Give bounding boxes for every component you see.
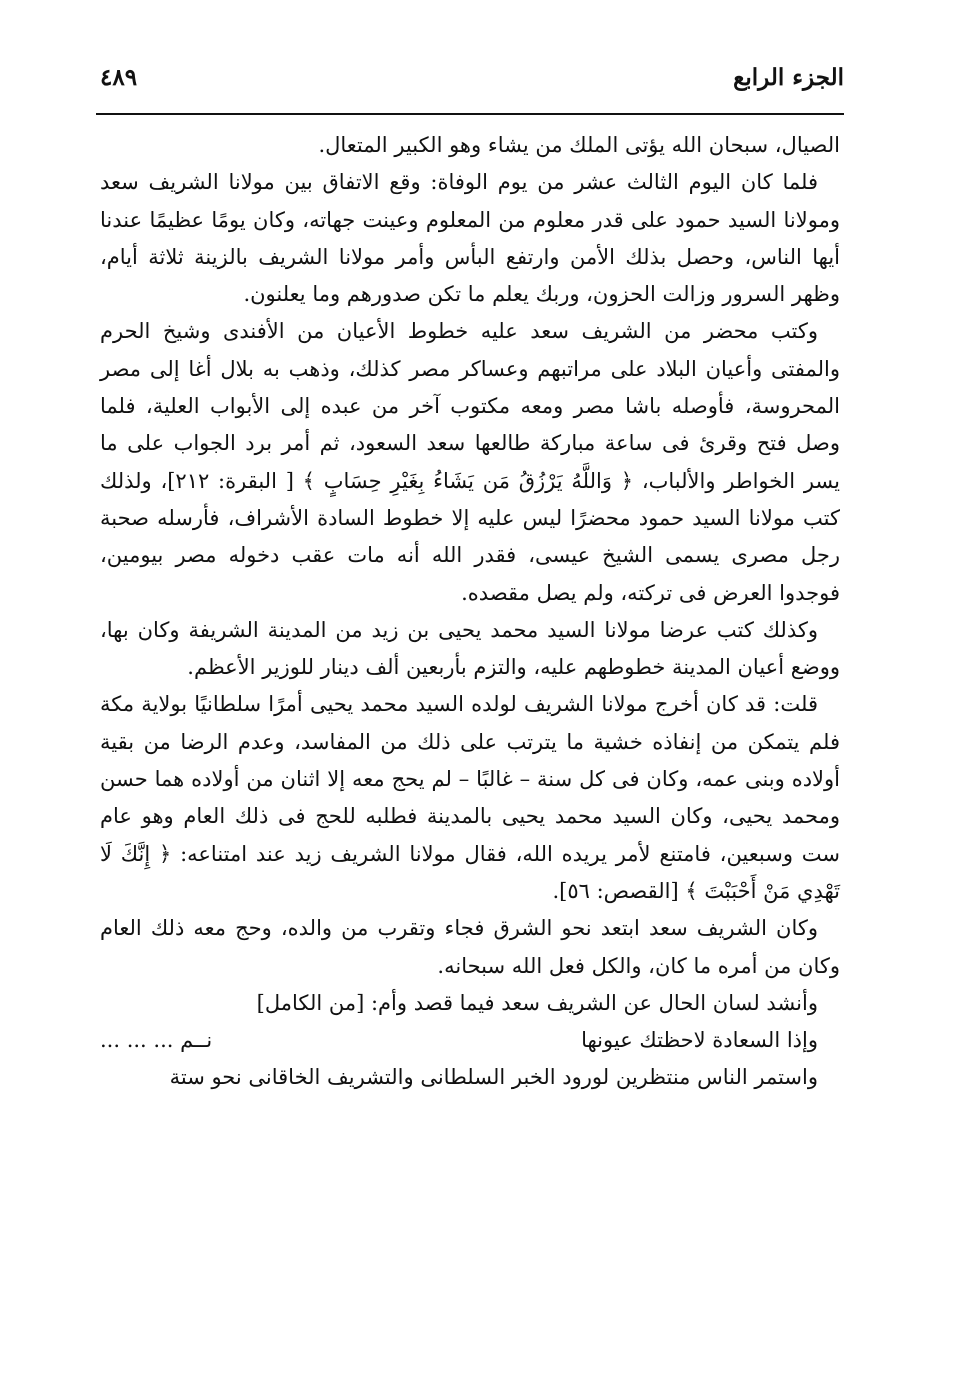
header-rule	[96, 113, 844, 115]
paragraph: فلما كان اليوم الثالث عشر من يوم الوفاة: وقع الاتفاق بين مولانا الشريف سعد ومولانا السيد حمود على قدر معلوم من المعلوم وعينت جهاته، وكان يومًا عظيمًا عندنا أيها الناس، وحصل بذلك الأمن وارتفع البأس وأمر مولانا الشريف بالزينة ثلاثة أيام، وظهر السرور وزالت الحزون، وربك يعلم ما تكن صدورهم وما يعلنون.	[100, 170, 840, 307]
verse-second-hemistich: نــم ... ... ...	[100, 1028, 213, 1053]
paragraph: وكذلك كتب عرضا مولانا السيد محمد يحيى بن زيد من المدينة الشريفة وكان بها، ووضع أعيان المدينة خطوطهم عليه، والتزم بأربعين ألف دينار للوزير الأعظم.	[100, 617, 840, 680]
verse-intro: وأنشد لسان الحال عن الشريف سعد فيما قصد وأم: [من الكامل]	[256, 990, 818, 1015]
verse-first-hemistich: وإذا السعادة لاحظتك عيونها	[581, 1028, 818, 1053]
paragraph: وكان الشريف سعد ابتعد نحو الشرق فجاء وتقرب من والده، وحج معه ذلك العام وكان من أمره ما كان، والكل فعل الله سبحانه.	[100, 916, 840, 978]
paragraph: وكتب محضر من الشريف سعد عليه خطوط الأعيان من الأفندى وشيخ الحرم والمفتى وأعيان البلاد على مراتبهم وعساكر مصر كذلك، وذهب به بلال أغا إلى مصر المحروسة، فأوصله باشا مصر ومعه مكتوب آخر من عبده إلى الأبواب العلية، فلما وصل فتح وقرئ فى ساعة مباركة طالعها سعد السعود، ثم أمر برد الجواب على ما يسر الخواطر والألباب، ﴿ وَاللَّهُ يَرْزُقُ مَن يَشَاءُ بِغَيْرِ حِسَابٍ ﴾ [ البقرة: ٢١٢]، ولذلك كتب مولانا السيد حمود محضرًا ليس عليه إلا خطوط السادة الأشراف، فأرسله صحبة رجل مصرى يسمى الشيخ عيسى، فقدر الله أنه مات عقب دخوله مصر بيومين، فوجدوا العرض فى تركته، ولم يصل مقصده.	[100, 319, 840, 605]
paragraph: قلت: قد كان أخرج مولانا الشريف لولده السيد محمد يحيى أمرًا سلطانيًا بولاية مكة فلم يتمكن من إنفاذه خشية ما يترتب على ذلك من المفاسد، وعدم الرضا من بقية أولاده وبنى عمه، وكان فى كل سنة – غالبًا – لم يحج معه إلا اثنان من أولاده هما حسن ومحمد يحيى، وكان السيد محمد يحيى بالمدينة فطلبه للحج فى ذلك العام وهو عام ست وسبعين، فامتنع لأمر يريده الله، فقال مولانا الشريف زيد عند امتناعه: ﴿ إِنَّكَ لَا تَهْدِي مَنْ أَحْبَبْتَ ﴾ [القصص: ٥٦].	[100, 692, 840, 903]
paragraph: الصيال، سبحان الله يؤتى الملك من يشاء وهو الكبير المتعال.	[318, 133, 840, 157]
poem-verse	[100, 1022, 840, 1059]
running-header	[96, 64, 844, 104]
page-number: ٤٨٩	[100, 64, 138, 91]
body-text	[100, 127, 840, 1097]
last-line: واستمر الناس منتظرين لورود الخبر السلطانى والتشريف الخاقانى نحو ستة	[169, 1065, 818, 1090]
header-title: الجزء الرابع	[733, 64, 844, 91]
